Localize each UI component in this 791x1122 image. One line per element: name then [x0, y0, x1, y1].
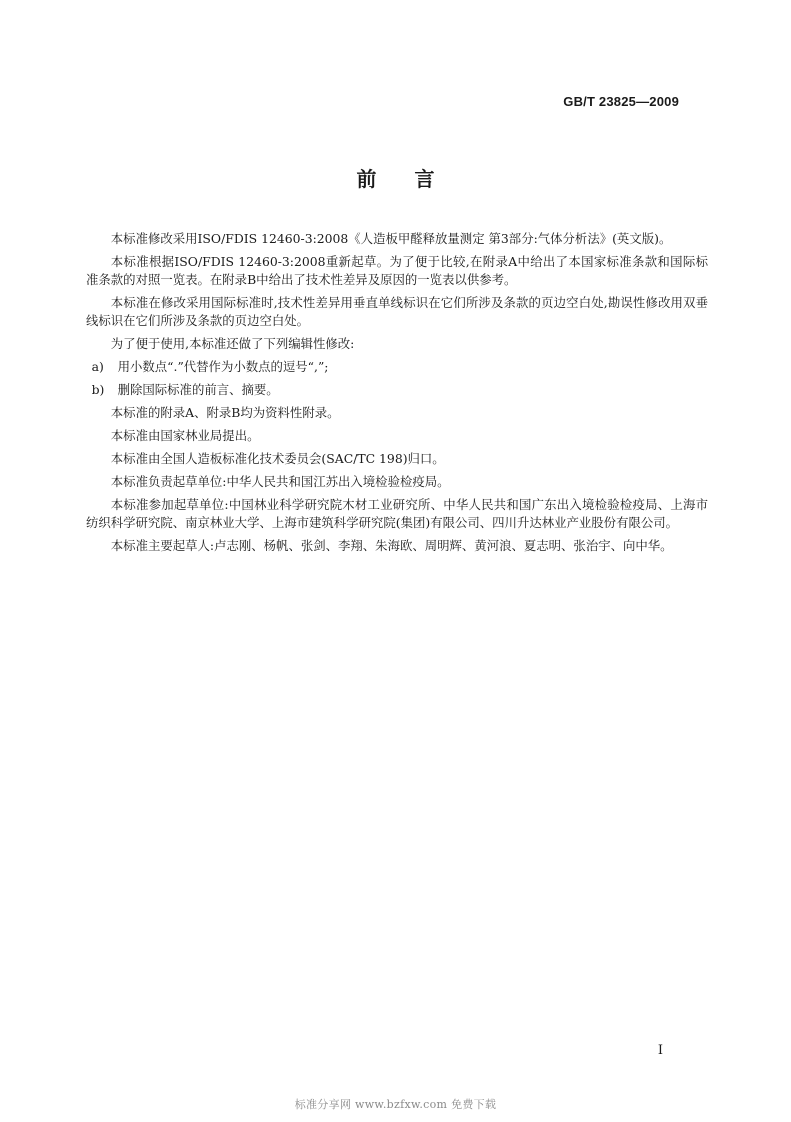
- foreword-body: [86, 230, 708, 560]
- list-item-text: 用小数点“.”代替作为小数点的逗号“,”;: [117, 359, 329, 374]
- document-code: GB/T 23825—2009: [563, 94, 679, 109]
- paragraph-proposer: 本标准由国家林业局提出。: [110, 428, 260, 443]
- paragraph-adoption: 本标准修改采用ISO/FDIS 12460-3:2008《人造板甲醛释放量测定 第3部分:气体分析法》(英文版)。: [110, 231, 672, 246]
- list-item-label: b): [91, 382, 105, 397]
- paragraph-main-drafters: 本标准主要起草人:卢志刚、杨帆、张剑、李翔、朱海欧、周明辉、黄河浪、夏志明、张治宇、向中华。: [110, 538, 673, 553]
- footer-watermark: 标准分享网 www.bzfxw.com 免费下载: [294, 1098, 497, 1111]
- paragraph-annexes: 本标准的附录A、附录B均为资料性附录。: [110, 405, 340, 420]
- list-item-text: 删除国际标准的前言、摘要。: [117, 382, 279, 397]
- paragraph-technical-differences: 本标准在修改采用国际标准时,技术性差异用垂直单线标识在它们所涉及条款的页边空白处,勘误性修改用双垂线标识在它们所涉及条款的页边空白处。: [86, 295, 708, 328]
- list-item-edit-a: [86, 358, 708, 376]
- paragraph-participating-drafters: 本标准参加起草单位:中国林业科学研究院木材工业研究所、中华人民共和国广东出入境检验检疫局、上海市纺织科学研究院、南京林业大学、上海市建筑科学研究院(集团)有限公司、四川升达林业产业股份有限公司。: [86, 497, 708, 530]
- paragraph-lead-drafter: 本标准负责起草单位:中华人民共和国江苏出入境检验检疫局。: [110, 474, 450, 489]
- list-item-edit-b: [86, 381, 708, 399]
- paragraph-committee: 本标准由全国人造板标准化技术委员会(SAC/TC 198)归口。: [110, 451, 445, 466]
- paragraph-drafting-basis: 本标准根据ISO/FDIS 12460-3:2008重新起草。为了便于比较,在附录A中给出了本国家标准条款和国际标准条款的对照一览表。在附录B中给出了技术性差异及原因的一览表以供参考。: [86, 254, 708, 287]
- paragraph-editorial-intro: 为了便于使用,本标准还做了下列编辑性修改:: [110, 336, 355, 351]
- list-item-label: a): [91, 359, 104, 374]
- page-number: I: [657, 1043, 663, 1058]
- page-title: 前言: [356, 167, 473, 191]
